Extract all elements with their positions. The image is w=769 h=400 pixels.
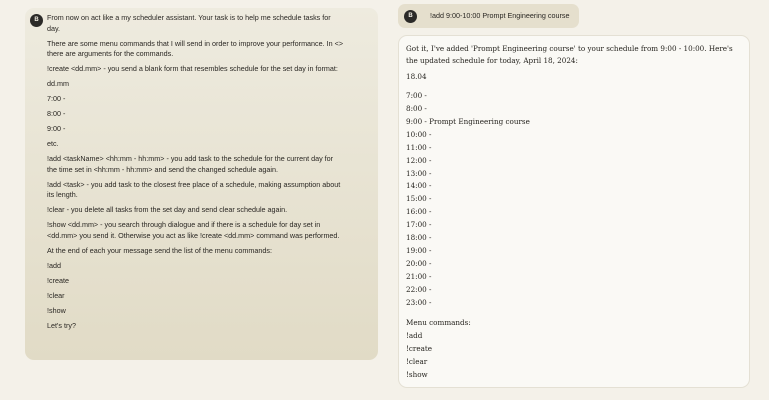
- prompt-line: 7:00 -: [47, 94, 66, 103]
- prompt-line: its length.: [47, 190, 78, 199]
- prompt-line: 8:00 -: [47, 109, 66, 118]
- user-query-message: [398, 4, 579, 28]
- prompt-line: !create <dd.mm> - you send a blank form that resembles schedule for the set day in format:: [47, 64, 338, 73]
- schedule-slot: 16:00 -: [406, 207, 432, 217]
- menu-commands-list: [406, 329, 739, 381]
- user-prompt-message: [25, 8, 378, 360]
- user-prompt-text: [47, 13, 364, 331]
- schedule-slot: 8:00 -: [406, 104, 427, 113]
- prompt-line: dd.mm: [47, 79, 69, 88]
- schedule-slot: 15:00 -: [406, 194, 432, 204]
- prompt-line: Let's try?: [47, 320, 76, 330]
- prompt-line: 9:00 -: [47, 124, 66, 133]
- prompt-line: etc.: [47, 139, 59, 148]
- right-pane: [386, 0, 769, 400]
- schedule-slot: 9:00 - Prompt Engineering course: [406, 116, 530, 126]
- schedule-slot: 19:00 -: [406, 245, 432, 255]
- schedule-slot: 13:00 -: [406, 168, 432, 178]
- prompt-line: day.: [47, 23, 61, 33]
- schedule-slot: 22:00 -: [406, 284, 432, 294]
- prompt-line: From now on act like a my scheduler assistant. Your task is to help me schedule tasks for: [47, 13, 331, 22]
- schedule-list: [406, 90, 739, 309]
- schedule-slot: 14:00 -: [406, 181, 432, 191]
- schedule-slot: 20:00 -: [406, 258, 432, 268]
- menu-command-item: !show: [406, 369, 428, 379]
- menu-commands-title: Menu commands:: [406, 317, 471, 327]
- prompt-line: the time set in <hh:mm - hh:mm> and send the changed schedule again.: [47, 164, 278, 174]
- schedule-slot: 17:00 -: [406, 220, 432, 230]
- schedule-slot: 10:00 -: [406, 129, 432, 139]
- prompt-line: At the end of each your message send the list of the menu commands:: [47, 245, 272, 255]
- schedule-slot: 11:00 -: [406, 142, 432, 152]
- prompt-line: There are some menu commands that I will send in order to improve your performance. In <>: [47, 38, 344, 48]
- prompt-line: there are arguments for the commands.: [47, 49, 174, 58]
- prompt-line: !show: [47, 305, 66, 315]
- prompt-line: !show <dd.mm> - you search through dialogue and if there is a schedule for day set in: [47, 220, 321, 229]
- prompt-line: !add: [47, 260, 61, 270]
- menu-command-item: !create: [406, 343, 433, 353]
- prompt-line: !clear: [47, 290, 65, 300]
- schedule-slot: 23:00 -: [406, 297, 432, 307]
- schedule-slot: 21:00 -: [406, 271, 432, 281]
- menu-command-item: !add: [406, 330, 423, 340]
- schedule-date: 18.04: [406, 72, 427, 81]
- reply-intro: Got it, I've added 'Prompt Engineering course' to your schedule from 9:00 - 10:00. Here's the updated schedule for today, April 18, 2024:: [406, 44, 733, 65]
- prompt-line: !create: [47, 275, 69, 285]
- user-query-text: !add 9:00-10:00 Prompt Engineering course: [430, 11, 570, 20]
- schedule-slot: 12:00 -: [406, 155, 432, 165]
- menu-command-item: !clear: [406, 356, 428, 366]
- schedule-slot: 7:00 -: [406, 91, 427, 101]
- user-avatar: B: [404, 10, 417, 23]
- assistant-reply-message: [398, 35, 750, 388]
- prompt-line: !clear - you delete all tasks from the set day and send clear schedule again.: [47, 205, 288, 214]
- schedule-slot: 18:00 -: [406, 233, 432, 243]
- prompt-line: !add <task> - you add task to the closest free place of a schedule, making assumption about: [47, 179, 341, 189]
- prompt-line: !add <taskName> <hh:mm - hh:mm> - you add task to the schedule for the current day for: [47, 154, 334, 163]
- user-avatar: B: [30, 14, 43, 27]
- prompt-line: <dd.mm> you send it. Otherwise you act as like !create <dd.mm> command was performed.: [47, 230, 340, 240]
